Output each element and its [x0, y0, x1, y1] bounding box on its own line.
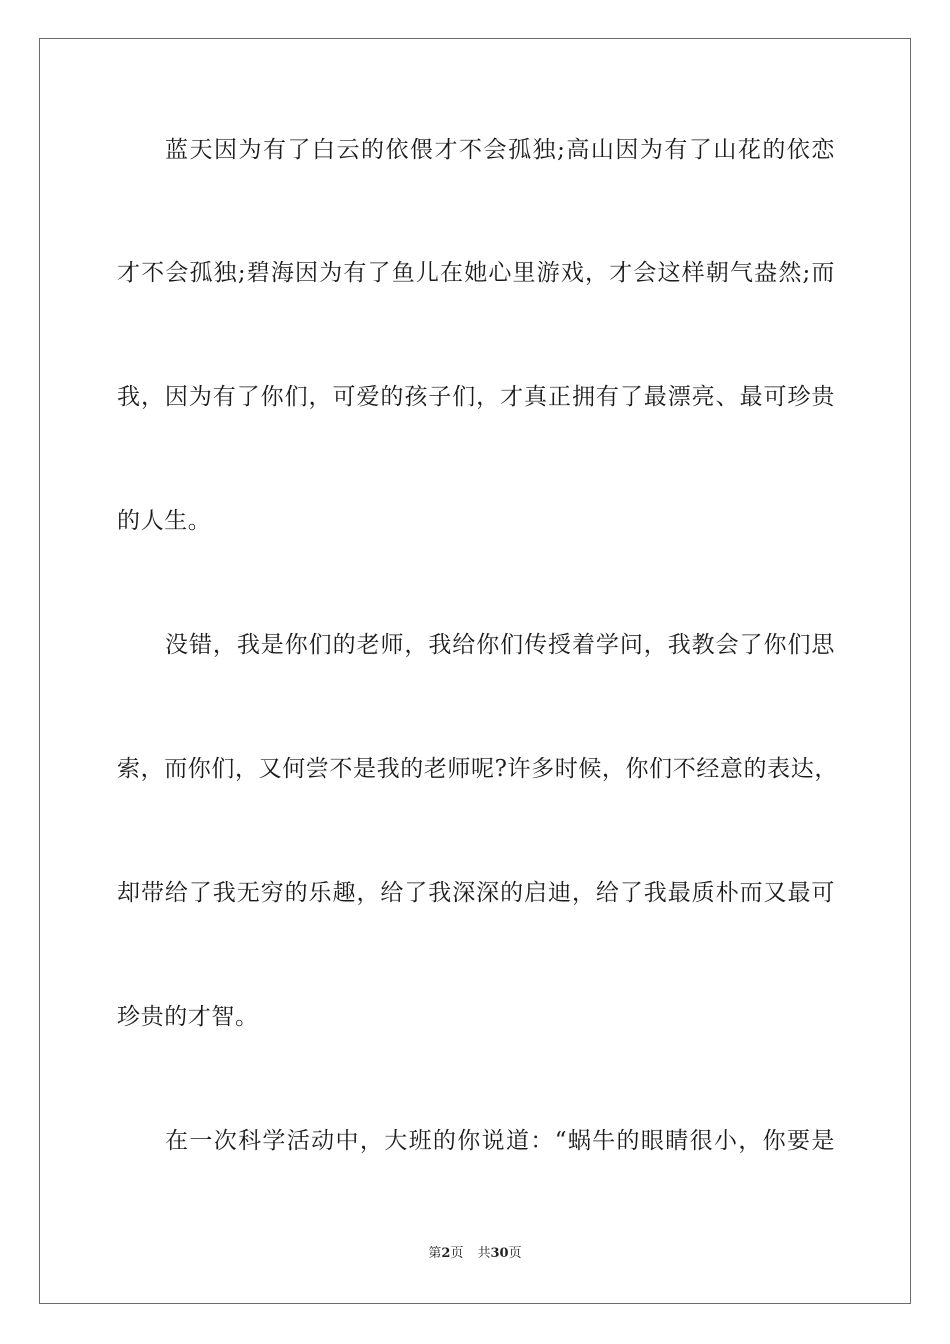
page-prefix: 第 — [428, 1246, 442, 1261]
total-prefix: 共 — [477, 1246, 491, 1261]
paragraph-2-line-4: 珍贵的才智。 — [117, 1004, 259, 1030]
paragraph-1-line-4: 的人生。 — [117, 508, 212, 534]
page-number: 2 — [441, 1246, 451, 1261]
total-pages: 30 — [490, 1246, 509, 1261]
paragraph-1-line-3: 我，因为有了你们，可爱的孩子们，才真正拥有了最漂亮、最可珍贵 — [117, 384, 835, 410]
paragraph-2-line-2: 索，而你们，又何尝不是我的老师呢?许多时候，你们不经意的表达， — [117, 756, 838, 782]
paragraph-1-line-1: 蓝天因为有了白云的依偎才不会孤独;高山因为有了山花的依恋 — [165, 137, 835, 163]
paragraph-3-line-1: 在一次科学活动中，大班的你说道：“蜗牛的眼睛很小，你要是 — [165, 1128, 835, 1154]
paragraph-2-line-1: 没错，我是你们的老师，我给你们传授着学问，我教会了你们思 — [165, 632, 835, 658]
total-suffix: 页 — [508, 1246, 522, 1261]
page-suffix: 页 — [450, 1246, 464, 1261]
paragraph-1-line-2: 才不会孤独;碧海因为有了鱼儿在她心里游戏，才会这样朝气盎然;而 — [117, 260, 835, 286]
paragraph-2-line-3: 却带给了我无穷的乐趣，给了我深深的启迪，给了我最质朴而又最可 — [117, 880, 835, 906]
page-border — [39, 38, 911, 1304]
page-footer — [0, 1245, 950, 1263]
